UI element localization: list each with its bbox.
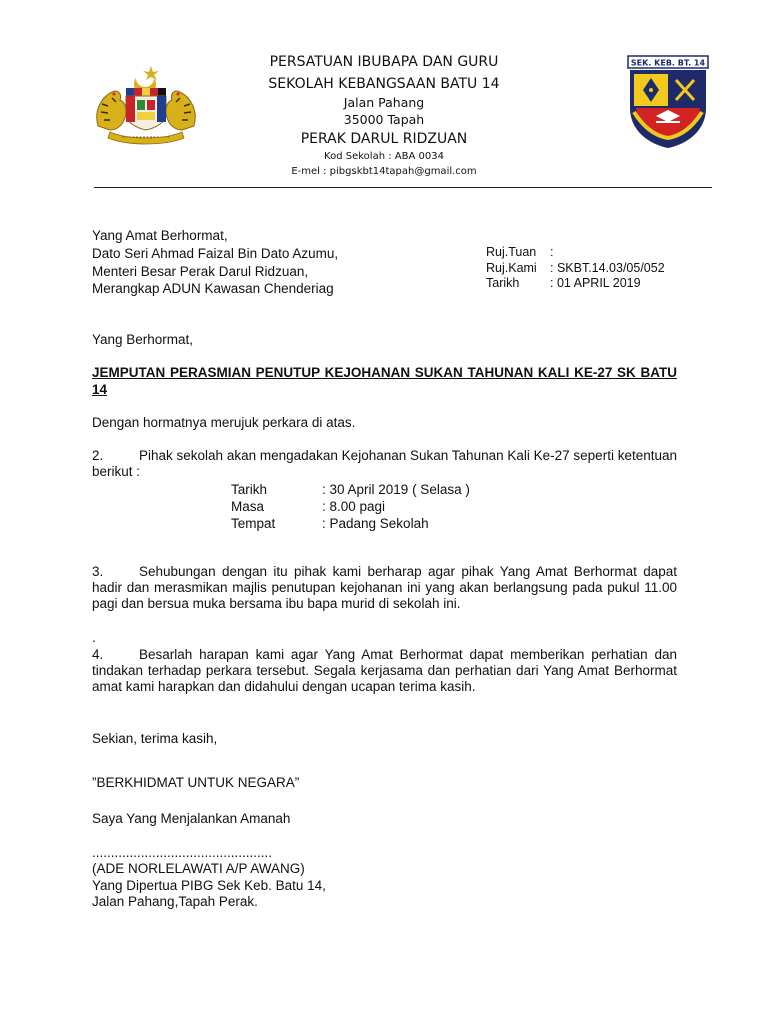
paragraph-2 bbox=[92, 448, 677, 480]
school-code: Kod Sekolah : ABA 0034 bbox=[324, 151, 444, 162]
school-crest-icon bbox=[626, 54, 710, 150]
paragraph-4 bbox=[92, 647, 677, 695]
letter-subject: JEMPUTAN PERASMIAN PENUTUP KEJOHANAN SUKAN TAHUNAN KALI KE-27 SK BATU 14 bbox=[92, 365, 677, 397]
paragraph-3 bbox=[92, 564, 677, 612]
trust-line: Saya Yang Menjalankan Amanah bbox=[92, 811, 291, 826]
crest-top-text: SEK. KEB. BT. 14 bbox=[630, 58, 706, 68]
recipient-line-3: Menteri Besar Perak Darul Ridzuan, bbox=[92, 264, 309, 279]
detail-venue-value: : Padang Sekolah bbox=[322, 516, 429, 531]
signatory-name: (ADE NORLELAWATI A/P AWANG) bbox=[92, 861, 305, 876]
paragraph-1: Dengan hormatnya merujuk perkara di atas. bbox=[92, 415, 356, 430]
detail-venue-label: Tempat bbox=[231, 516, 276, 531]
header-divider bbox=[94, 187, 712, 188]
ref-ruj-tuan-value: : bbox=[550, 245, 554, 259]
stray-dot: . bbox=[92, 630, 96, 645]
ref-ruj-tuan-label: Ruj.Tuan bbox=[486, 245, 537, 259]
ref-ruj-kami-label: Ruj.Kami bbox=[486, 260, 537, 275]
signature-line: ................................................ bbox=[92, 845, 273, 860]
signatory-address: Jalan Pahang,Tapah Perak. bbox=[92, 894, 258, 909]
recipient-line-2: Dato Seri Ahmad Faizal Bin Dato Azumu, bbox=[92, 246, 339, 261]
paragraph-3-number: 3. bbox=[92, 564, 104, 579]
ref-tarikh-value: : 01 APRIL 2019 bbox=[550, 276, 641, 290]
signatory-title: Yang Dipertua PIBG Sek Keb. Batu 14, bbox=[92, 878, 326, 893]
paragraph-2-number: 2. bbox=[92, 448, 104, 463]
paragraph-4-text: Besarlah harapan kami agar Yang Amat Berhormat dapat memberikan perhatian dan tindakan terhadap perkara tersebut. Segala kerjasama dan perhatian dari Yang Amat Berhormat amat kami harapkan dan didahului dengan ucapan terima kasih. bbox=[92, 647, 677, 694]
email-address: E-mel : pibgskbt14tapah@gmail.com bbox=[291, 166, 477, 177]
closing: Sekian, terima kasih, bbox=[92, 731, 218, 746]
detail-date-label: Tarikh bbox=[231, 482, 268, 497]
recipient-line-1: Yang Amat Berhormat, bbox=[92, 228, 228, 243]
motto: ”BERKHIDMAT UNTUK NEGARA” bbox=[92, 775, 300, 790]
detail-date-value: : 30 April 2019 ( Selasa ) bbox=[322, 482, 470, 497]
address-street: Jalan Pahang bbox=[343, 95, 425, 110]
detail-time-label: Masa bbox=[231, 499, 265, 514]
ref-ruj-kami-value: : SKBT.14.03/05/052 bbox=[550, 260, 665, 275]
address-state: PERAK DARUL RIDZUAN bbox=[300, 131, 468, 147]
recipient-line-4: Merangkap ADUN Kawasan Chenderiag bbox=[92, 281, 334, 296]
paragraph-2-text: Pihak sekolah akan mengadakan Kejohanan Sukan Tahunan Kali Ke-27 seperti ketentuan berikut : bbox=[92, 448, 677, 479]
org-name-line2: SEKOLAH KEBANGSAAN BATU 14 bbox=[268, 76, 500, 92]
detail-time-value: : 8.00 pagi bbox=[322, 499, 386, 514]
salutation: Yang Berhormat, bbox=[92, 332, 194, 347]
address-postcode: 35000 Tapah bbox=[343, 112, 425, 127]
paragraph-3-text: Sehubungan dengan itu pihak kami berharap agar pihak Yang Amat Berhormat dapat hadir dan merasmikan majlis penutupan kejohanan ini yang akan berlangsung pada pukul 11.00 pagi dan bersua muka bersama ibu bapa murid di sekolah ini. bbox=[92, 564, 677, 611]
paragraph-4-number: 4. bbox=[92, 647, 104, 662]
ref-tarikh-label: Tarikh bbox=[486, 276, 520, 290]
org-name-line1: PERSATUAN IBUBAPA DAN GURU bbox=[269, 54, 499, 70]
